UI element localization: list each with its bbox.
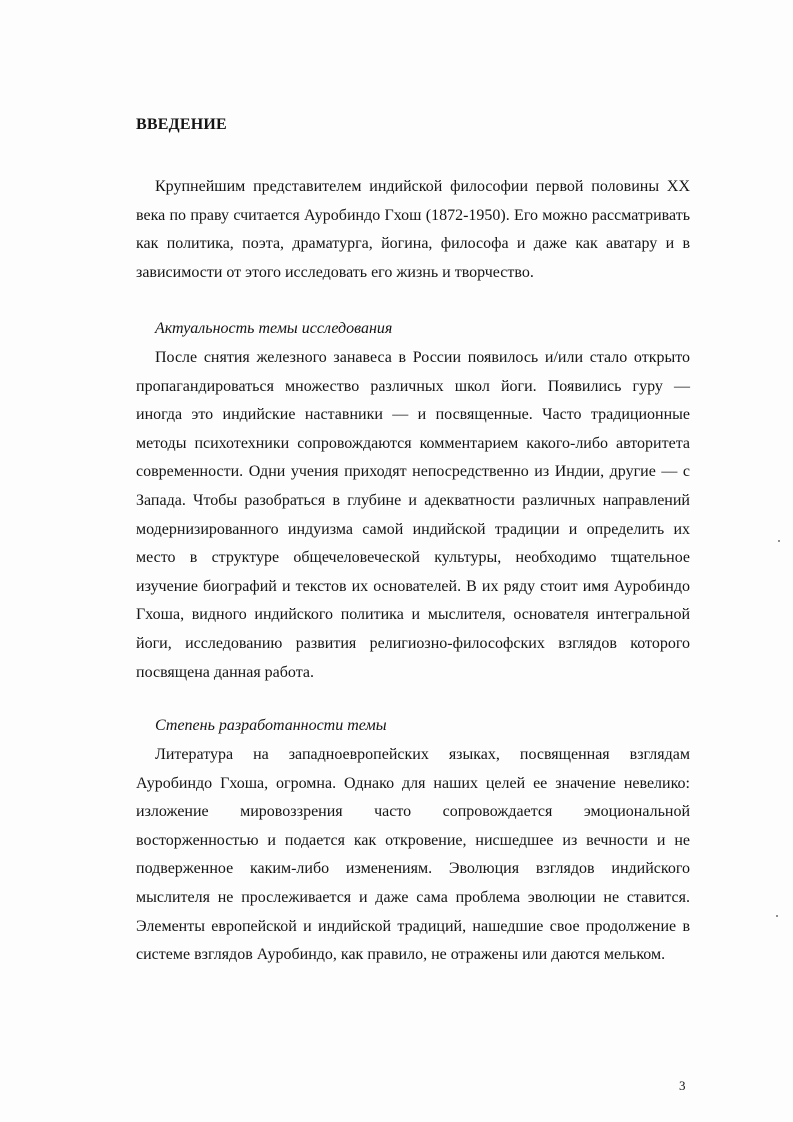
section-text-research-degree: Литература на западноевропейских языках, посвященная взглядам Ауробиндо Гхоша, огромна. Однако для наших целей ее значение невелико: изложение мировоззрения часто сопровождается эмоциональной восторженностью и подается как откровение, нисшедшее из вечности и не подверженное каким-либо изменениям. Эволюция взглядов индийского мыслителя не прослеживается и даже сама проблема эволюции не ставится. Элементы европейской и индийской традиций, нашедшие свое продолжение в системе взглядов Ауробиндо, как правило, не отражены или даются мельком. — [136, 746, 690, 964]
section-title-research-degree: Степень разработанности темы — [155, 717, 387, 734]
section-text-relevance: После снятия железного занавеса в России появилось и/или стало открыто пропагандироваться множество различных школ йоги. Появились гуру — иногда это индийские наставники — и посвященные. Часто традиционные методы психотехники сопровождаются комментарием какого-либо авторитета современности. Одни учения приходят непосредственно из Индии, другие — с Запада. Чтобы разобраться в глубине и адекватности различных направлений модернизированного индуизма самой индийской традиции и определить их место в структуре общечеловеческой культуры, необходимо тщательное изучение биографий и текстов их основателей. В их ряду стоит имя Ауробиндо Гхоша, видного индийского политика и мыслителя, основателя интегральной йоги, исследованию развития религиозно-философских взглядов которого посвящена данная работа. — [136, 349, 690, 681]
section-title-relevance: Актуальность темы исследования — [155, 320, 393, 337]
page-number: 3 — [679, 1078, 686, 1093]
scan-speck — [778, 540, 780, 542]
intro-paragraph: Крупнейшим представителем индийской философии первой половины XX века по праву считается Ауробиндо Гхош (1872-1950). Его можно рассматривать как политика, поэта, драматурга, йогина, философа и даже как аватару и в зависимости от этого исследовать его жизнь и творчество. — [136, 178, 690, 281]
scan-speck — [776, 915, 778, 917]
page-title: ВВЕДЕНИЕ — [136, 116, 227, 133]
